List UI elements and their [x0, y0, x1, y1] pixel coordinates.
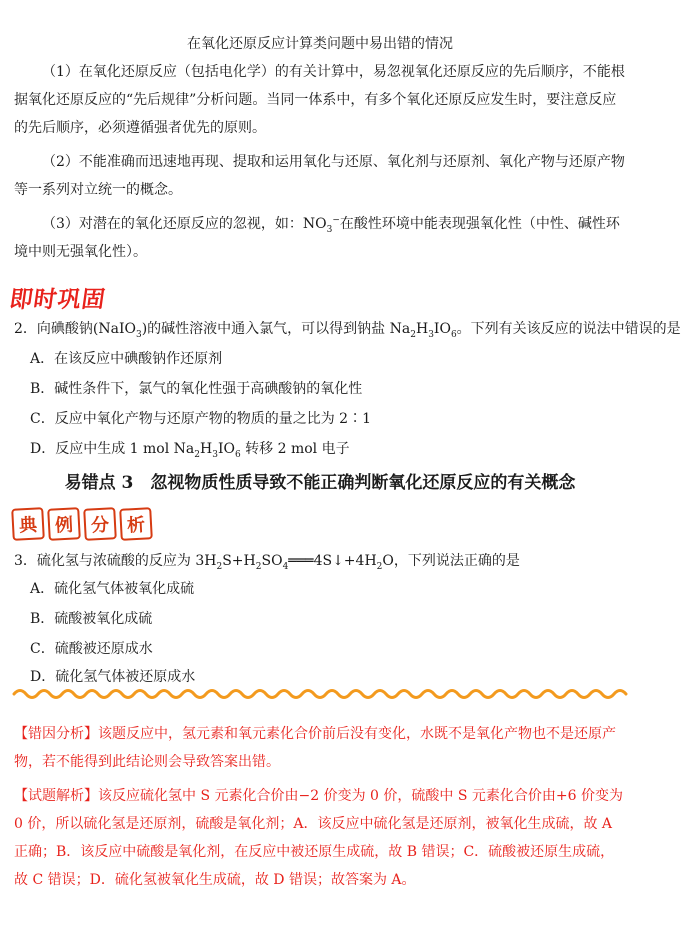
- point-1: （1）在氧化还原反应（包括电化学）的有关计算中，易忽视氧化还原反应的先后顺序，不能根据氧化还原反应的“先后规律”分析问题。当同一体系中，有多个氧化还原反应发生时，要注意反应的先后顺序，必须遵循强者优先的原则。: [14, 64, 625, 136]
- wave-divider: [14, 683, 626, 705]
- question-3-option-d: D．硫化氢气体被还原成水: [30, 669, 196, 685]
- question-2-option-d: D．反应中生成 1 mol $Na_2H_3IO_6$ 转移 2 mol 电子: [30, 441, 350, 460]
- stamp-char: 析: [119, 507, 153, 541]
- question-3-option-b: B．硫酸被氧化成硫: [30, 611, 153, 627]
- stamp-char: 分: [83, 507, 117, 541]
- point-3: （3）对潜在的氧化还原反应的忽视，如：$NO_3^-$在酸性环境中能表现强氧化性（中性、碱性环境中则无强氧化性）。: [14, 215, 620, 260]
- point-2: （2）不能准确而迅速地再现、提取和运用氧化与还原、氧化剂与还原剂、氧化产物与还原产物等一系列对立统一的概念。: [14, 154, 625, 198]
- stamp-char: 例: [47, 507, 81, 541]
- question-2-option-b: B．碱性条件下，氯气的氧化性强于高碘酸钠的氧化性: [30, 381, 363, 397]
- question-2-stem: 2．向碘酸钠(NaIO$_3$)的碱性溶液中通入氯气，可以得到钠盐 $Na_2H_3IO_6$。下列有关该反应的说法中错误的是: [14, 321, 681, 340]
- question-2-option-a: A．在该反应中碘酸钠作还原剂: [30, 351, 223, 367]
- stamp-char: 典: [11, 507, 45, 541]
- banner-example-analysis: [12, 508, 152, 540]
- question-3-option-a: A．硫化氢气体被氧化成硫: [30, 581, 195, 597]
- solution-explanation: 【试题解析】该反应硫化氢中 S 元素化合价由−2 价变为 0 价，硫酸中 S 元素化合价由+6 价变为 0 价，所以硫化氢是还原剂，硫酸是氧化剂；A．该反应中硫化氢是还原剂，被氧化生成硫，故 A 正确；B．该反应中硫酸是氧化剂，在反应中被还原生成硫，故 B 错误；C．硫酸被还原生成硫，故 C 错误；D．硫化氢被氧化生成硫，故 D 错误；故答案为 A。: [14, 788, 623, 888]
- question-3-option-c: C．硫酸被还原成水: [30, 641, 153, 657]
- error-analysis: 【错因分析】该题反应中，氢元素和氧元素化合价前后没有变化，水既不是氧化产物也不是还原产物，若不能得到此结论则会导致答案出错。: [14, 726, 616, 770]
- banner-consolidate: 即时巩固: [7, 287, 108, 313]
- section-heading: 易错点 3 忽视物质性质导致不能正确判断氧化还原反应的有关概念: [64, 473, 576, 493]
- question-3-stem: 3．硫化氢与浓硫酸的反应为 $3H_2S+H_2SO_4═══4S↓+4H_2O$，下列说法正确的是: [14, 553, 520, 572]
- question-2-option-c: C．反应中氧化产物与还原产物的物质的量之比为 2∶1: [30, 411, 371, 427]
- page-title: 在氧化还原反应计算类问题中易出错的情况: [187, 36, 453, 52]
